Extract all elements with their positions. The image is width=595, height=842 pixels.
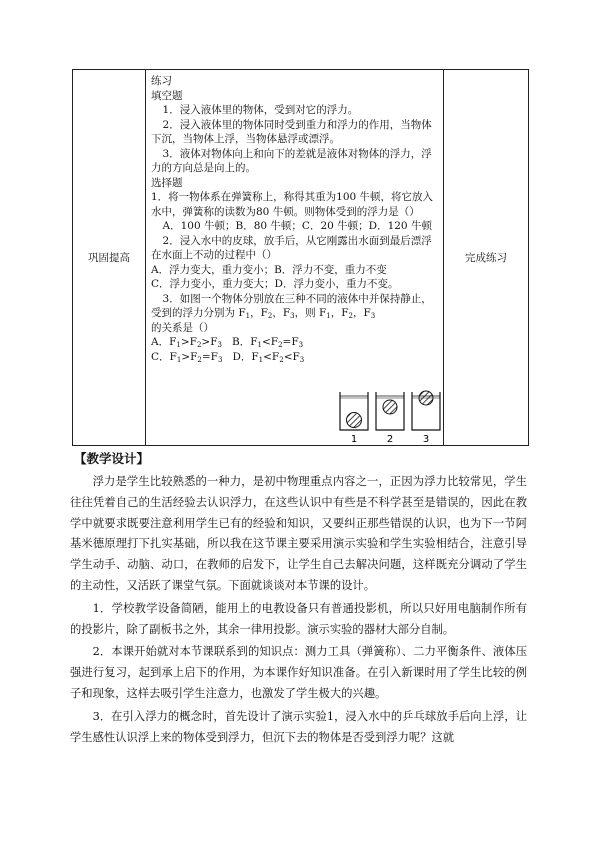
beaker-2 [376, 392, 404, 445]
choice-question-2-options-cd: C．浮力变小，重力变大；D．浮力变小，重力不变。 [151, 278, 399, 290]
beaker-1 [340, 392, 368, 445]
option-c: C．F [151, 350, 177, 363]
stage-cell: 巩固提高 [73, 70, 146, 446]
beaker-3 [412, 391, 440, 445]
ball-3 [419, 391, 433, 405]
lesson-table [72, 69, 529, 446]
ball-1 [347, 413, 362, 428]
exercise-cell [146, 70, 444, 446]
choice-question-1: 1．将一物体系在弹簧称上，称得其重为100 牛顿，将它放入水中，弹簧称的读数为80 牛顿。则物体受到的浮力是（） [151, 191, 434, 218]
fill-question-3: 3．液体对物体向上和向下的差就是液体对物体的浮力，浮力的方向总是向上的。 [151, 147, 432, 174]
paragraph-1: 浮力是学生比较熟悉的一种力，是初中物理重点内容之一，正因为浮力比较常见，学生往往凭着自己的生活经验去认识浮力，在这些认识中有些是不科学甚至是错误的，因此在教学中就要求既要注意利用学生已有的经验和知识，又要纠正那些错误的认识，也为下一节阿基米德原理打下扎实基础，所以我在这节课主要采用演示实验和学生实验相结合，注意引导学生动手、动脑、动口，在教师的启发下，让学生自己去解决问题，这样既充分调动了学生的主动性，又活跃了课堂气氛。下面就谈谈对本节课的设计。 [70, 475, 527, 592]
activity-cell: 完成练习 [444, 70, 529, 446]
ball-2 [383, 400, 397, 414]
choice-question-1-options: A．100 牛顿；B．80 牛顿；C．20 牛顿；D．120 牛顿 [162, 220, 432, 232]
choice-title: 选择题 [151, 176, 183, 189]
beakers-figure [338, 386, 442, 446]
beaker-label-2: 2 [386, 434, 394, 445]
choice-question-3-options-ab: A．$F_1>F_2>F_3$ B．$F_1<F_2=F_3$ [151, 336, 304, 349]
option-a: A．F [151, 336, 177, 348]
option-d: D．F [232, 350, 259, 363]
choice-question-2-options-ab: A．浮力变大，重力变小；B．浮力不变，重力不变 [151, 263, 387, 276]
choice-question-2: 2．浸入水中的皮球，放手后，从它刚露出水面到最后漂浮在水面上不动的过程中（） [151, 234, 432, 261]
paragraph-2: 1．学校教学设备简陋，能用上的电教设备只有普通投影机，所以只好用电脑制作所有的投影片，除了副板书之外，其余一律用投影。演示实验的器材大部分自制。 [70, 601, 527, 636]
choice-question-3-options-cd: C．$F_1>F_2=F_3$ D．$F_1<F_2<F_3$ [151, 350, 305, 364]
fill-question-2: 2．浸入液体里的物体同时受到重力和浮力的作用，当物体下沉，当物体上浮，当物体悬浮或漂浮。 [151, 118, 432, 145]
section-title: 【教学设计】 [74, 451, 150, 466]
design-body [70, 472, 527, 750]
fill-question-1: 1．浸入液体里的物体，受到对它的浮力。 [162, 104, 359, 116]
paragraph-3: 2．本课开始就对本节课联系到的知识点：测力工具（弹簧称）、二力平衡条件、液体压强进行复习，起到承上启下的作用，为本课作好知识准备。在引入新课时用了学生比较的例子和现象，这样去吸引学生注意力，也激发了学生极大的兴趣。 [70, 645, 527, 700]
paragraph-4: 3．在引入浮力的概念时，首先设计了演示实验1，浸入水中的乒乓球放手后向上浮，让学生感性认识浮上来的物体受到浮力，但沉下去的物体是否受到浮力呢？这就 [70, 709, 527, 744]
option-b: B．F [231, 336, 258, 348]
exercise-heading: 练习 [151, 75, 172, 87]
fill-in-title: 填空题 [151, 89, 183, 102]
choice-question-3: 3．如图一个物体分别放在三种不同的液体中并保持静止，受到的浮力分别为 $F_1$，$F_2$，$F_3$，则 $F_1$，$F_2$，$F_3$ 的关系是（） [151, 292, 432, 334]
beaker-label-1: 1 [350, 434, 358, 445]
beaker-label-3: 3 [422, 434, 430, 445]
